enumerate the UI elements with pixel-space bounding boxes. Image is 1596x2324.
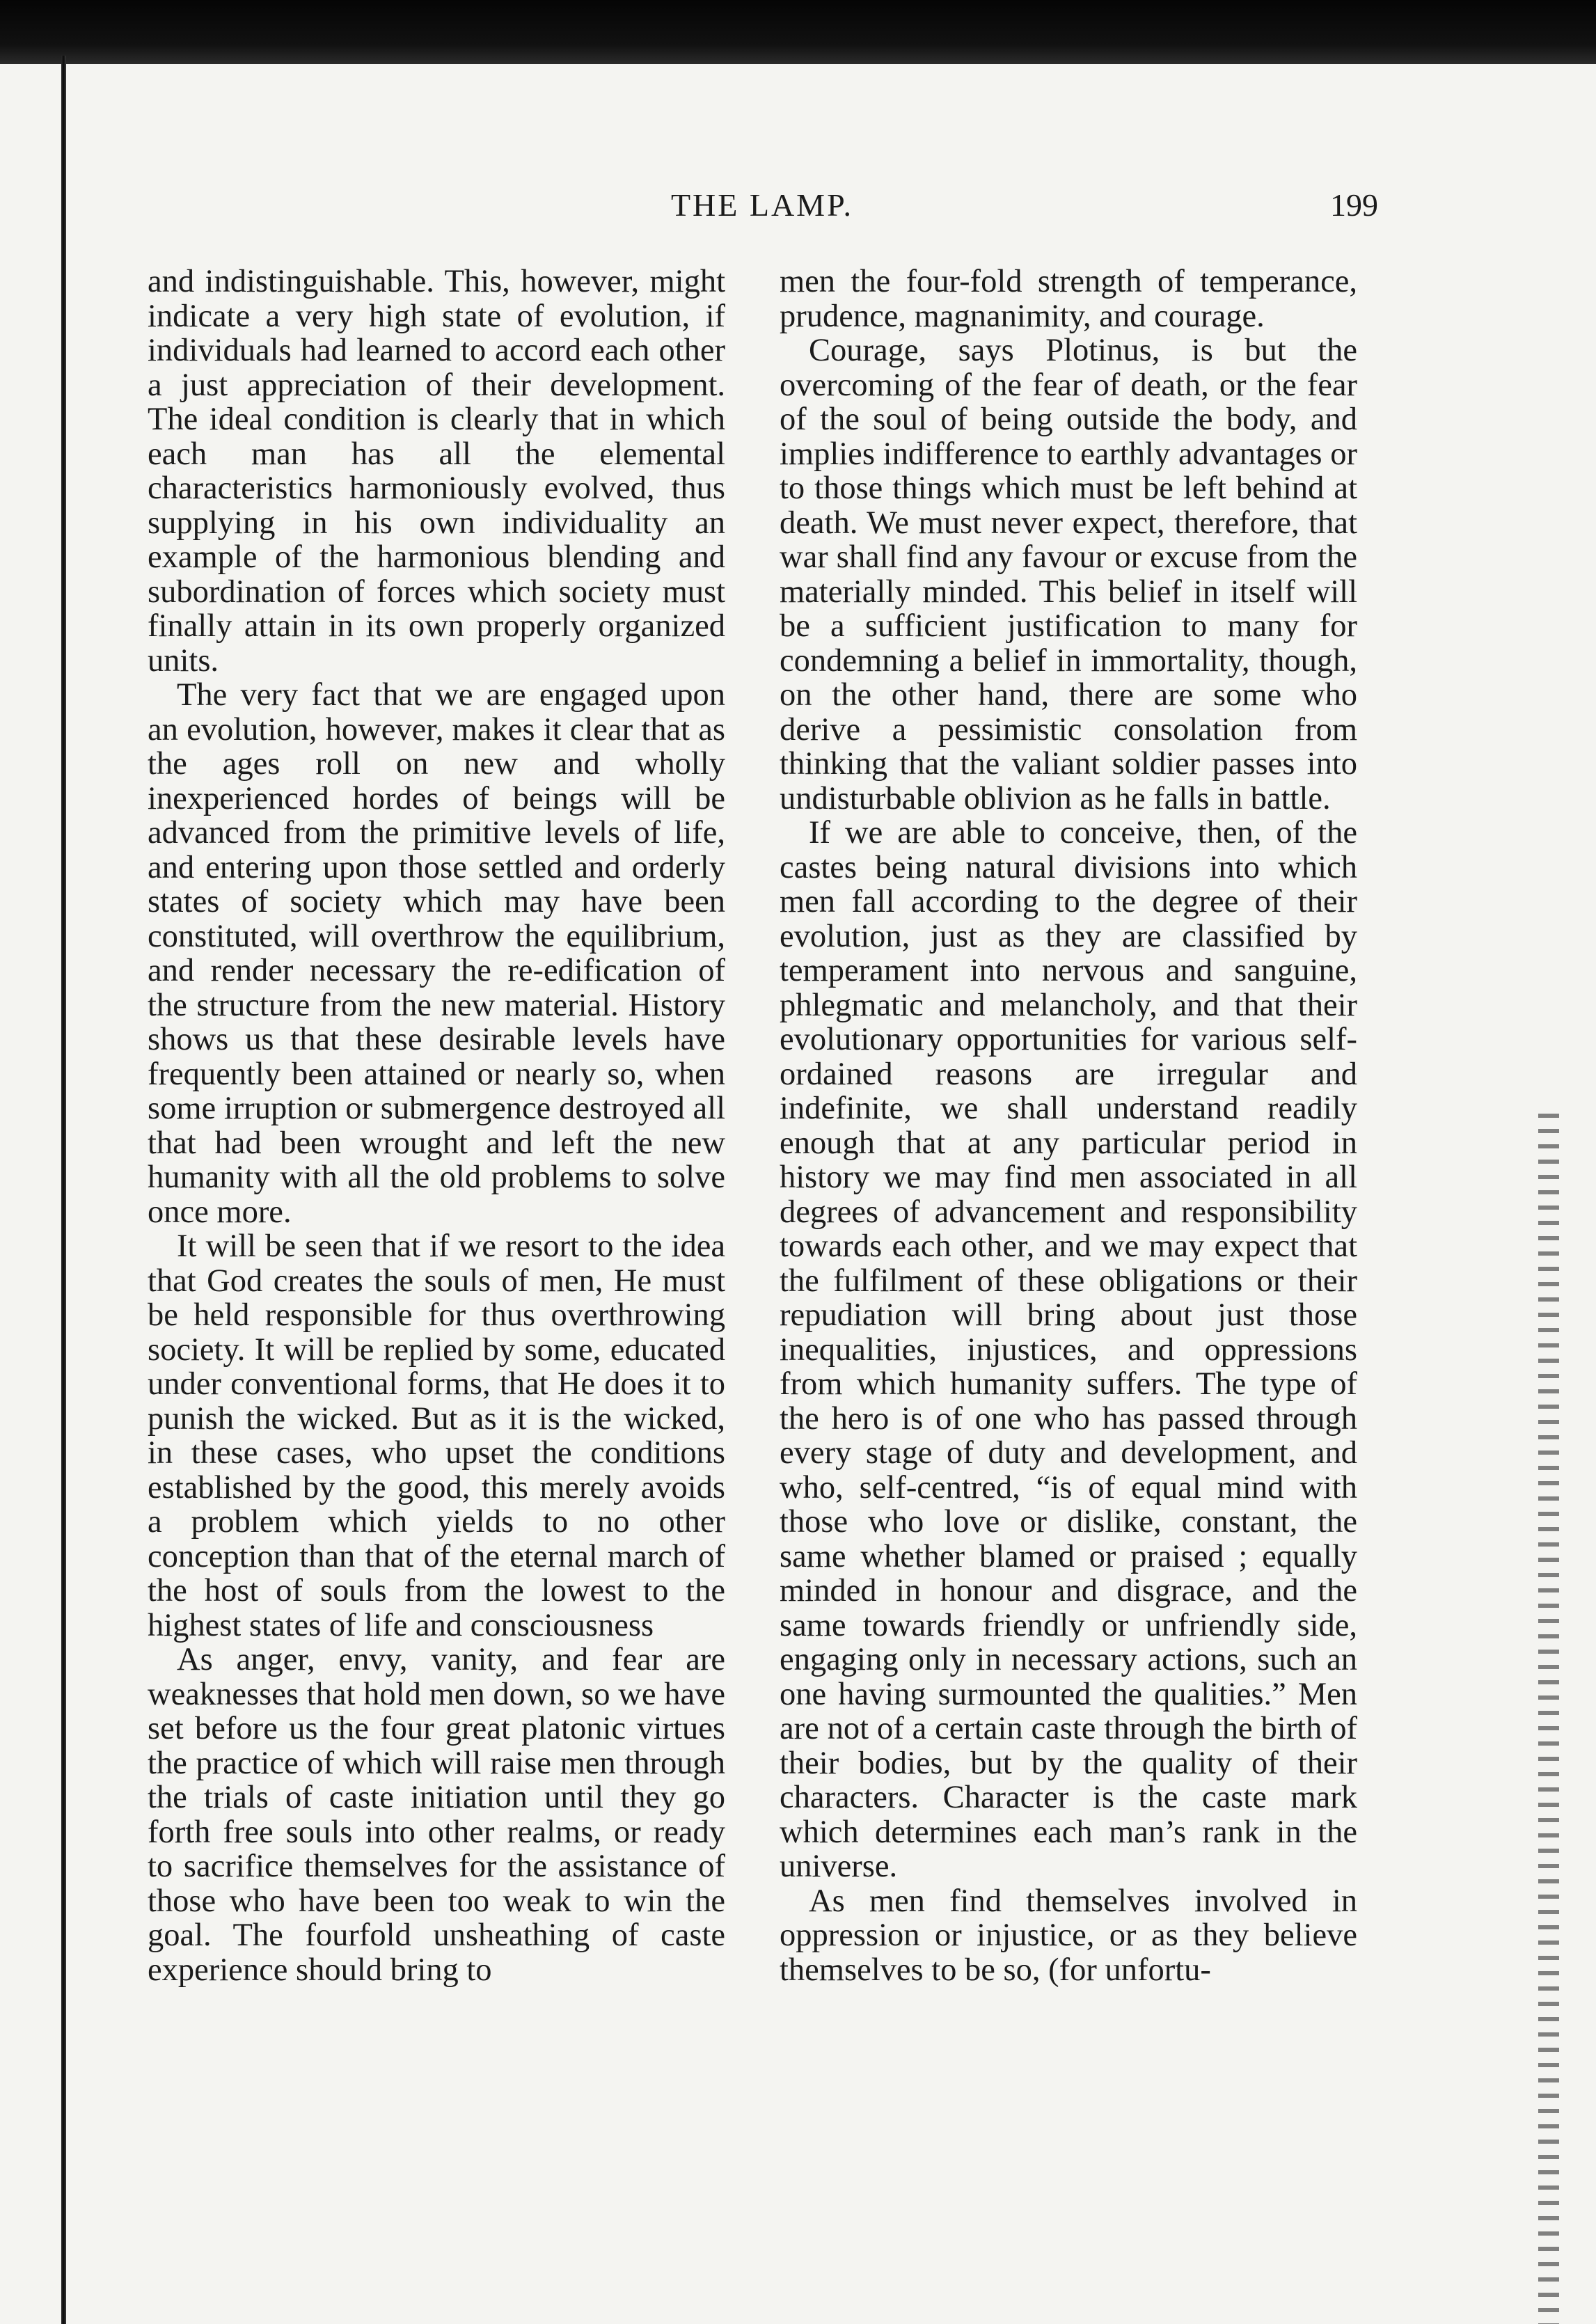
paragraph: As men find themselves involved in oppression or injustice, or as they believe themselves to be so, (for unfortu- [780, 1883, 1357, 1988]
paragraph: As anger, envy, vanity, and fear are weaknesses that hold men down, so we have set before us the four great platonic virtues the practice of which will raise men through the trials of caste initiation until they go forth free souls into other realms, or ready to sacrifice themselves for the assistance of those who have been too weak to win the goal. The fourfold unsheathing of caste experience should bring to [148, 1642, 725, 1988]
paragraph: and indistinguishable. This, however, might indicate a very high state of evolution, if individuals had learned to accord each other a just appreciation of their development. The ideal condition is clearly that in which each man has all the elemental characteristics harmoniously evolved, thus supplying in his own individuality an example of the harmonious blending and subordination of forces which society must finally attain in its own properly organized units. [148, 264, 725, 679]
paragraph: Courage, says Plotinus, is but the overcoming of the fear of death, or the fear of the soul of being outside the body, and implies indifference to earthly advantages or to those things which must be left behind at death. We must never expect, therefore, that war shall find any favour or excuse from the materially minded. This belief in itself will be a sufficient justification to many for condemning a belief in immortality, though, on the other hand, there are some who derive a pessimistic consolation from thinking that the valiant soldier passes into undisturbable oblivion as he falls in battle. [780, 333, 1357, 816]
paragraph: The very fact that we are engaged upon an evolution, however, makes it clear that as the ages roll on new and wholly inexperienced hordes of beings will be advanced from the primitive levels of life, and entering upon those settled and orderly states of society which may have been constituted, will overthrow the equilibrium, and render necessary the re-edification of the structure from the new material. History shows us that these desirable levels have frequently been attained or nearly so, when some irruption or submergence destroyed all that had been wrought and left the new humanity with all the old problems to solve once more. [148, 677, 725, 1230]
paragraph: If we are able to conceive, then, of the castes being natural divisions into which men fall according to the degree of their evolution, just as they are classified by temperament into nervous and sanguine, phlegmatic and melancholy, and that their evolutionary opportunities for various self-ordained reasons are irregular and indefinite, we shall understand readily enough that at any particular period in history we may find men associated in all degrees of advancement and responsibility towards each other, and we may expect that the fulfilment of these obligations or their repudiation will bring about just those inequalities, injustices, and oppressions from which humanity suffers. The type of the hero is of one who has passed through every stage of duty and development, and who, self-centred, “is of equal mind with those who love or dislike, constant, the same whether blamed or praised ; equally minded in honour and disgrace, and the same towards friendly or unfriendly side, engaging only in necessary actions, such an one having surmounted the qualities.” Men are not of a certain caste through the birth of their bodies, but by the quality of their characters. Character is the caste mark which determines each man’s rank in the universe. [780, 815, 1357, 1884]
paragraph: It will be seen that if we resort to the idea that God creates the souls of men, He must be held responsible for thus overthrowing society. It will be replied by some, educated under conventional forms, that He does it to punish the wicked. But as it is the wicked, in these cases, who upset the conditions established by the good, this merely avoids a problem which yields to no other conception than that of the eternal march of the host of souls from the lowest to the highest states of life and consciousness [148, 1228, 725, 1643]
running-title: THE LAMP. [670, 187, 854, 223]
right-column [780, 264, 1357, 1987]
scan-top-border [0, 0, 1596, 64]
running-header [146, 187, 1378, 235]
scan-left-edge [61, 56, 66, 2324]
scan-right-edge [1538, 1114, 1559, 2324]
left-column [148, 264, 725, 1987]
paragraph: men the four-fold strength of temperance, prudence, magnanimity, and courage. [780, 264, 1357, 334]
page-number: 199 [1330, 187, 1378, 223]
